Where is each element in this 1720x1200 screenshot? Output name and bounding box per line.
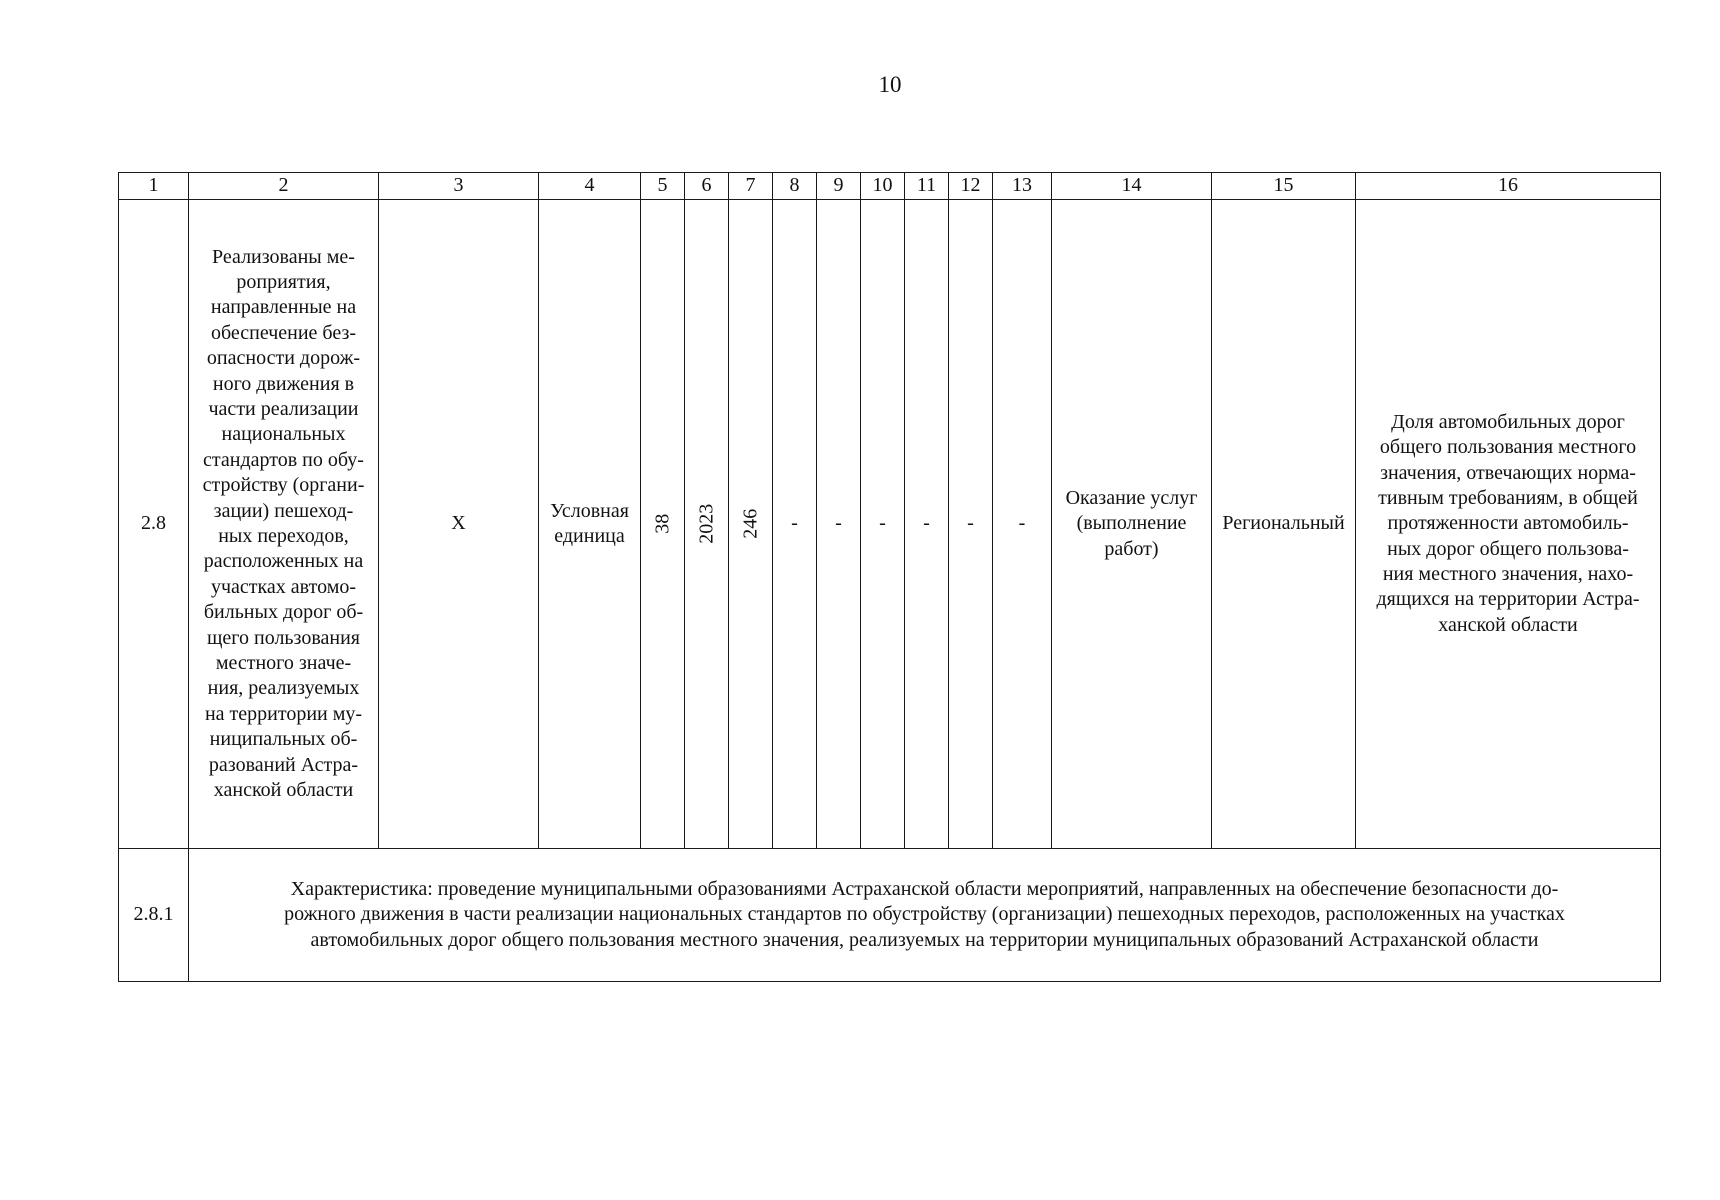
result-name-line: стройству (органи- [202, 474, 365, 497]
column-header: 16 [1356, 173, 1661, 200]
indicator-line: ханской области [1438, 613, 1578, 636]
column-number-row [119, 173, 1661, 200]
column-header: 15 [1212, 173, 1356, 200]
value-col5: 38 [650, 513, 673, 534]
result-name-line: обеспечение без- [210, 321, 357, 344]
column-header: 10 [861, 173, 905, 200]
table-row-2-8-1 [119, 849, 1661, 982]
result-name-line: зации) пешеход- [213, 499, 354, 522]
cell-col12: - [949, 200, 993, 849]
table-row-2-8 [119, 200, 1661, 849]
result-name-line: разований Астра- [208, 753, 359, 776]
column-header: 13 [993, 173, 1052, 200]
result-name-line: Реализованы ме- [212, 245, 355, 268]
indicator-line: значения, отвечающих норма- [1380, 461, 1636, 484]
column-header: 7 [729, 173, 773, 200]
cell-col10: - [861, 200, 905, 849]
cell-col5 [641, 200, 685, 849]
column-header: 1 [119, 173, 189, 200]
cell-col13: - [993, 200, 1052, 849]
result-name-line: ханской области [213, 778, 354, 801]
column-header: 12 [949, 173, 993, 200]
indicator-line: дящихся на территории Астра- [1376, 588, 1640, 611]
row-number: 2.8.1 [119, 849, 189, 982]
result-name-line: роприятия, [236, 271, 331, 294]
result-name-line: ного движения в [212, 372, 355, 395]
column-header: 4 [539, 173, 641, 200]
column-header: 8 [773, 173, 817, 200]
column-header: 3 [379, 173, 539, 200]
characteristic-cell [189, 849, 1661, 982]
unit-line: единица [554, 525, 625, 547]
indicator-line: ных дорог общего пользова- [1387, 537, 1629, 560]
service-type-cell [1052, 200, 1212, 849]
unit-cell [539, 200, 641, 849]
column-header: 6 [685, 173, 729, 200]
characteristic-line: автомобильных дорог общего пользования местного значения, реализуемых на территории муниципальных образований Астраханской области [310, 928, 1539, 951]
service-type-line: работ) [1104, 537, 1159, 560]
result-name-line: бильных дорог об- [203, 601, 364, 624]
cell-col9: - [817, 200, 861, 849]
characteristic-line: Характеристика: проведение муниципальными образованиями Астраханской области мероприятий, направленных на обеспечение безопасности до- [290, 877, 1559, 900]
level-cell: Региональный [1212, 200, 1356, 849]
column-header: 14 [1052, 173, 1212, 200]
result-name-line: щего пользования [207, 626, 360, 649]
cell-col7 [729, 200, 773, 849]
service-type-line: (выполнение [1076, 512, 1187, 535]
indicator-line: Доля автомобильных дорог [1391, 410, 1625, 433]
indicator-table [118, 172, 1661, 982]
indicator-line: ния местного значения, нахо- [1382, 563, 1634, 586]
result-name-line: ния, реализуемых [207, 677, 360, 700]
result-name-line: участках автомо- [210, 575, 357, 598]
column-header: 2 [189, 173, 379, 200]
result-name-line: местного значе- [215, 651, 352, 674]
column-header: 11 [905, 173, 949, 200]
indicator-cell [1356, 200, 1661, 849]
cell-col3: X [379, 200, 539, 849]
result-name-line: на территории му- [204, 702, 363, 725]
characteristic-line: рожного движения в части реализации национальных стандартов по обустройству (организации) пешеходных переходов, расположенных на участках [284, 903, 1565, 926]
result-name-line: опасности дорож- [206, 347, 361, 370]
result-name-line: национальных [221, 423, 346, 446]
result-name-line: ниципальных об- [209, 728, 358, 751]
result-name-line: стандартов по обу- [203, 448, 364, 471]
indicator-line: протяженности автомобиль- [1387, 512, 1629, 535]
value-col6: 2023 [695, 503, 718, 544]
result-name-line: направленные на [210, 296, 357, 319]
row-number: 2.8 [119, 200, 189, 849]
column-header: 9 [817, 173, 861, 200]
page-number: 10 [878, 72, 902, 97]
cell-col11: - [905, 200, 949, 849]
value-col7: 246 [738, 508, 761, 539]
service-type-line: Оказание услуг [1065, 486, 1198, 509]
indicator-line: общего пользования местного [1379, 436, 1637, 459]
unit-line: Условная [550, 499, 629, 522]
result-name-line: ных переходов, [218, 525, 349, 547]
result-name-line: части реализации [208, 398, 359, 421]
cell-col8: - [773, 200, 817, 849]
column-header: 5 [641, 173, 685, 200]
cell-col6 [685, 200, 729, 849]
result-name-line: расположенных на [203, 550, 364, 573]
indicator-line: тивным требованиям, в общей [1378, 486, 1638, 509]
result-name-cell [189, 200, 379, 849]
